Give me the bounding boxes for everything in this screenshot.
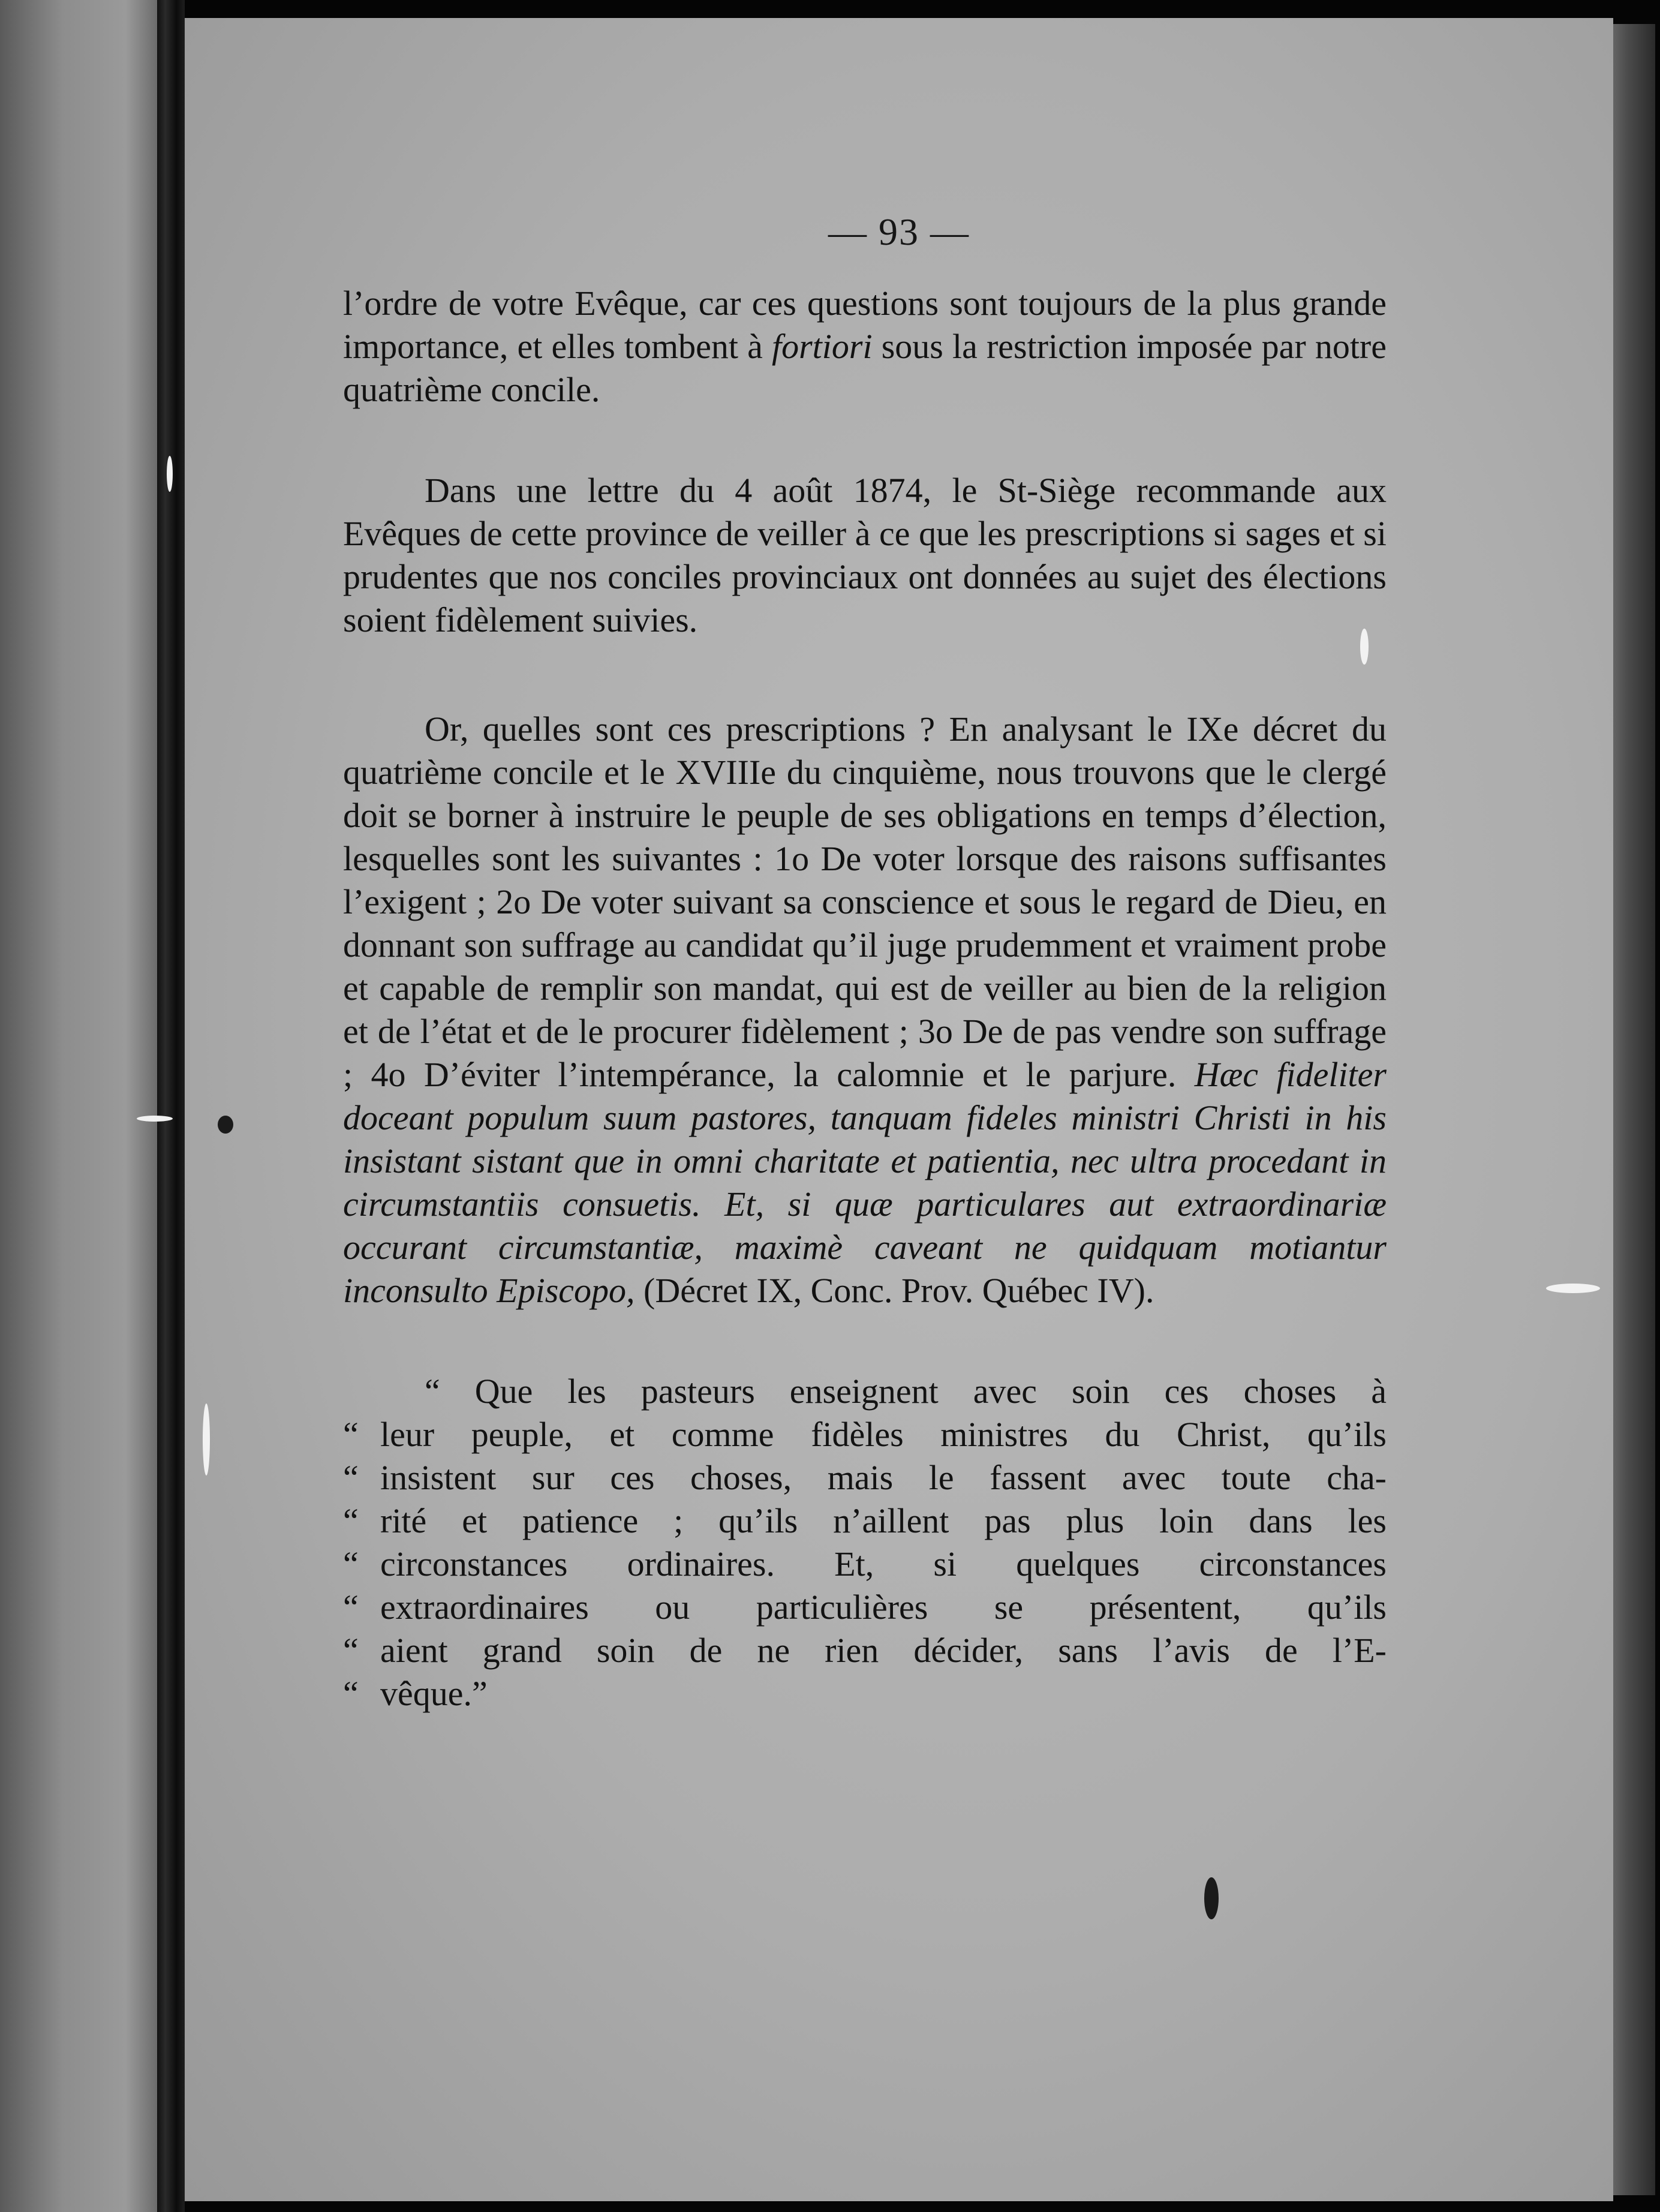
scan-speck: [1546, 1284, 1600, 1293]
paragraph-3-text-b: (Décret IX, Conc. Prov. Québec IV).: [634, 1271, 1154, 1310]
quote-line: [343, 1629, 1387, 1672]
paragraph-3: [343, 708, 1387, 1312]
scan-speck: [137, 1116, 173, 1122]
quote-line: [343, 1413, 1387, 1456]
facing-page-edge: [0, 0, 157, 2212]
scan-speck: [1360, 629, 1369, 665]
quote-line-text: circonstances ordinaires. Et, si quelques circonstances: [380, 1544, 1387, 1583]
quote-line-text: rité et patience ; qu’ils n’aillent pas plus loin dans les: [380, 1501, 1387, 1540]
quote-line: “ Que les pasteurs enseignent avec soin ces choses à: [425, 1372, 1387, 1411]
quote-line: [343, 1499, 1387, 1543]
paragraph-gap: [343, 1312, 1387, 1370]
page-number: — 93 —: [828, 211, 970, 253]
quote-line-text: insistent sur ces choses, mais le fassent avec toute cha-: [380, 1458, 1387, 1497]
quote-line-text: aient grand soin de ne rien décider, sans l’avis de l’E-: [380, 1631, 1387, 1670]
quote-line: [343, 1543, 1387, 1586]
quote-line-text: vêque.”: [380, 1674, 488, 1713]
quote-line: [343, 1586, 1387, 1629]
book-spine: [157, 0, 185, 2212]
quote-line-text: extraordinaires ou particulières se présentent, qu’ils: [380, 1588, 1387, 1627]
quote-mark: “: [343, 1631, 359, 1670]
quote-line: [343, 1456, 1387, 1499]
quote-line-text: leur peuple, et comme fidèles ministres du Christ, qu’ils: [380, 1415, 1387, 1454]
quote-mark: “: [343, 1544, 359, 1583]
book-page: [185, 18, 1613, 2201]
paragraph-gap: [343, 411, 1387, 469]
page-stack-edge: [1607, 24, 1655, 2195]
scan-speck: [167, 456, 173, 492]
latin-quotation: Hæc fideliter doceant populum suum pastores, tanquam fideles ministri Christi in his insistant sistant que in omni charitate et patientia, nec ultra procedant in circumstantiis consuetis. Et, si quæ particulares aut extraordinariæ occurant circumstantiæ, maximè caveant ne quidquam motiantur inconsulto Episcopo,: [343, 1055, 1387, 1310]
french-translation-quote: [343, 1370, 1387, 1715]
ink-blot: [1204, 1877, 1219, 1919]
quote-line: [343, 1672, 1387, 1715]
page-text: [343, 282, 1387, 1715]
quote-mark: “: [343, 1674, 359, 1713]
paragraph-1-text-a: l’ordre de votre Evêque, car ces questions sont toujours de la plus grande importance, et elles tombent à: [343, 284, 1387, 366]
quote-mark: “: [343, 1415, 359, 1454]
paragraph-gap: [343, 642, 1387, 708]
paragraph-1: [343, 282, 1387, 411]
paragraph-1-italic: fortiori: [771, 327, 873, 366]
paragraph-3-text-a: Or, quelles sont ces prescriptions ? En analysant le IXe décret du quatrième concile et le XVIIIe du cinquième, nous trouvons que le clergé doit se borner à instruire le peuple de ses obligations en temps d’élection, lesquelles sont les suivantes : 1o De voter lorsque des raisons suffisantes l’exigent ; 2o De voter suivant sa conscience et sous le regard de Dieu, en donnant son suffrage au candidat qu’il juge prudemment et vraiment probe et capable de remplir son mandat, qui est de veiller au bien de la religion et de l’état et de le procurer fidèlement ; 3o De de pas vendre son suffrage ; 4o D’éviter l’intempérance, la calomnie et le parjure.: [343, 710, 1387, 1094]
quote-mark: “: [343, 1458, 359, 1497]
ink-blot: [218, 1116, 233, 1134]
quote-mark: “: [343, 1588, 359, 1627]
quote-mark: “: [343, 1501, 359, 1540]
scan-speck: [203, 1403, 210, 1475]
paragraph-1-text-b: sous la restriction imposée par notre quatrième concile.: [343, 327, 1387, 409]
paragraph-2: Dans une lettre du 4 août 1874, le St-Siège recommande aux Evêques de cette province de veiller à ce que les prescriptions si sages et si prudentes que nos conciles provinciaux ont données au sujet des élections soient fidèlement suivies.: [343, 471, 1387, 639]
